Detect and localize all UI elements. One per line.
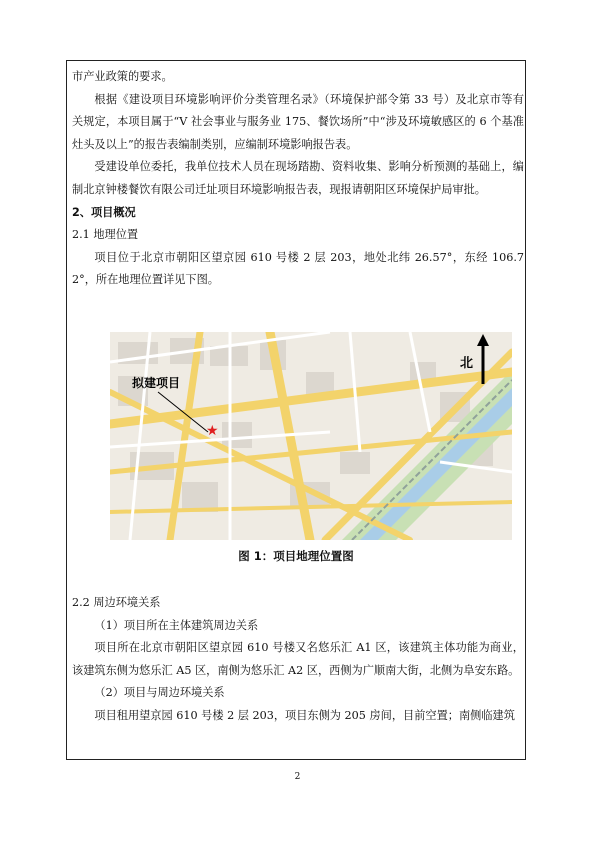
page-number: 2 [294,772,301,782]
subsection-heading: 2.1 地理位置 [72,228,139,242]
paragraph: 市产业政策的要求。 [72,70,173,83]
location-map [110,332,512,540]
project-location-star-icon: ★ [206,423,219,439]
figure-caption: 图 1：项目地理位置图 [238,549,354,563]
paragraph: 项目所在北京市朝阳区望京园 610 号楼又名悠乐汇 A1 区，该建筑主体功能为商业，该建筑东侧为悠乐汇 A5 区，南侧为悠乐汇 A2 区，西侧为广顺南大街，北侧为阜安东路。 [72,641,524,677]
paragraph: 受建设单位委托，我单位技术人员在现场踏勘、资料收集、影响分析预测的基础上，编制北京钟楼餐饮有限公司迁址项目环境影响报告表，现报请朝阳区环境保护局审批。 [72,160,524,196]
subsection-heading: 2.2 周边环境关系 [72,596,161,609]
north-arrow-icon [476,334,490,384]
paragraph: （1）项目所在主体建筑周边关系 [94,618,259,632]
paragraph: 项目位于北京市朝阳区望京园 610 号楼 2 层 203，地处北纬 26.57°，东经 106.72°，所在地理位置详见下图。 [72,250,524,287]
paragraph: （2）项目与周边环境关系 [94,686,225,700]
section-heading: 2、项目概况 [72,205,136,219]
project-label: 拟建项目 [132,376,181,390]
north-label: 北 [460,356,474,371]
body-text-bottom [72,592,524,728]
body-text-top [72,66,524,292]
paragraph: 项目租用望京园 610 号楼 2 层 203，项目东侧为 205 房间，目前空置；南侧临建筑 [94,708,515,722]
paragraph: 根据《建设项目环境影响评价分类管理名录》（环境保护部令第 33 号）及北京市等有关规定，本项目属于“V 社会事业与服务业 175、餐饮场所”中“涉及环境敏感区的 6 个基准灶头及以上”的报告表编制类别，应编制环境影响报告表。 [72,92,524,151]
